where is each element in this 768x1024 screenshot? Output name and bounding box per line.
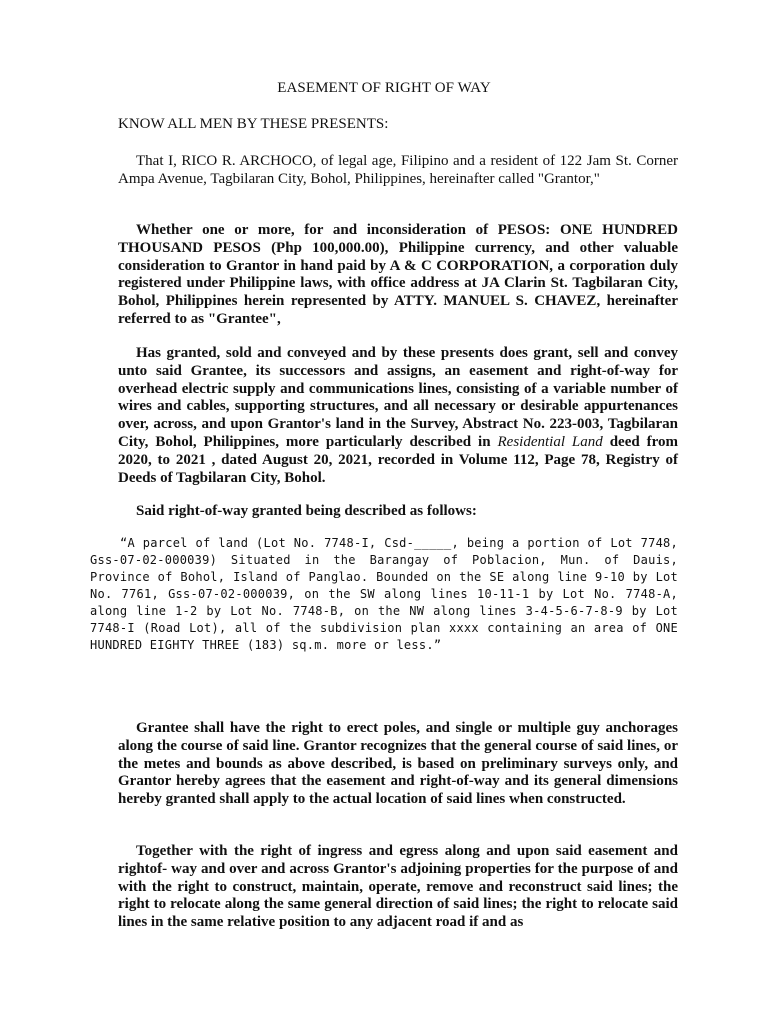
document-heading: KNOW ALL MEN BY THESE PRESENTS:	[118, 116, 389, 132]
right-of-way-intro: Said right-of-way granted being described as follows:	[136, 503, 477, 519]
ingress-egress-paragraph: Together with the right of ingress and egress along and upon said easement and rightof- way and over and across Grantor's adjoining properties for the purpose of and with the right to construct, maintain, operate, remove and reconstruct said lines; the right to relocate along the same general direction of said lines; the right to relocate said lines in the same relative position to any adjacent road if and as	[118, 843, 678, 931]
land-description-quote: “A parcel of land (Lot No. 7748-I, Csd-_____, being a portion of Lot 7748, Gss-07-02-000039) Situated in the Barangay of Poblacion, Mun. of Dauis, Province of Bohol, Island of Panglao. Bounded on the SE along line 9-10 by Lot No. 7761, Gss-07-02-000039, on the SW along lines 10-11-1 by Lot No. 7748-A, along line 1-2 by Lot No. 7748-B, on the NW along lines 3-4-5-6-7-8-9 by Lot 7748-I (Road Lot), all of the subdivision plan xxxx containing an area of ONE HUNDRED EIGHTY THREE (183) sq.m. more or less.”	[90, 536, 678, 652]
grant-paragraph-text-2: deed from 2020, to 2021 , dated August 20, 2021, recorded in Volume 112, Page 78, Registry of Deeds of Tagbilaran City, Bohol.	[118, 433, 678, 486]
consideration-paragraph: Whether one or more, for and inconsideration of PESOS: ONE HUNDRED THOUSAND PESOS (Php 100,000.00), Philippine currency, and other valuable consideration to Grantor in hand paid by A & C CORPORATION, a corporation duly registered under Philippine laws, with office address at JA Clarin St. Tagbilaran City, Bohol, Philippines herein represented by ATTY. MANUEL S. CHAVEZ, hereinafter referred to as "Grantee",	[118, 222, 678, 327]
grant-paragraph	[118, 345, 678, 487]
poles-paragraph: Grantee shall have the right to erect poles, and single or multiple guy anchorages along the course of said line. Grantor recognizes that the general course of said lines, or the metes and bounds as above described, is based on preliminary surveys only, and Grantor hereby agrees that the easement and right-of-way and its general dimensions hereby granted shall apply to the actual location of said lines when constructed.	[118, 720, 678, 808]
grantor-paragraph: That I, RICO R. ARCHOCO, of legal age, Filipino and a resident of 122 Jam St. Corner Ampa Avenue, Tagbilaran City, Bohol, Philippines, hereinafter called "Grantor,"	[118, 153, 678, 187]
residential-land-phrase: Residential Land	[497, 433, 603, 450]
document-title: EASEMENT OF RIGHT OF WAY	[277, 80, 491, 96]
grant-paragraph-text-1: Has granted, sold and conveyed and by these presents does grant, sell and convey unto said Grantee, its successors and assigns, an easement and right-of-way for overhead electric supply and communications lines, consisting of a variable number of wires and cables, supporting structures, and all necessary or desirable appurtenances over, across, and upon Grantor's land in the Survey, Abstract No. 223-003, Tagbilaran City, Bohol, Philippines, more particularly described in	[118, 345, 678, 450]
